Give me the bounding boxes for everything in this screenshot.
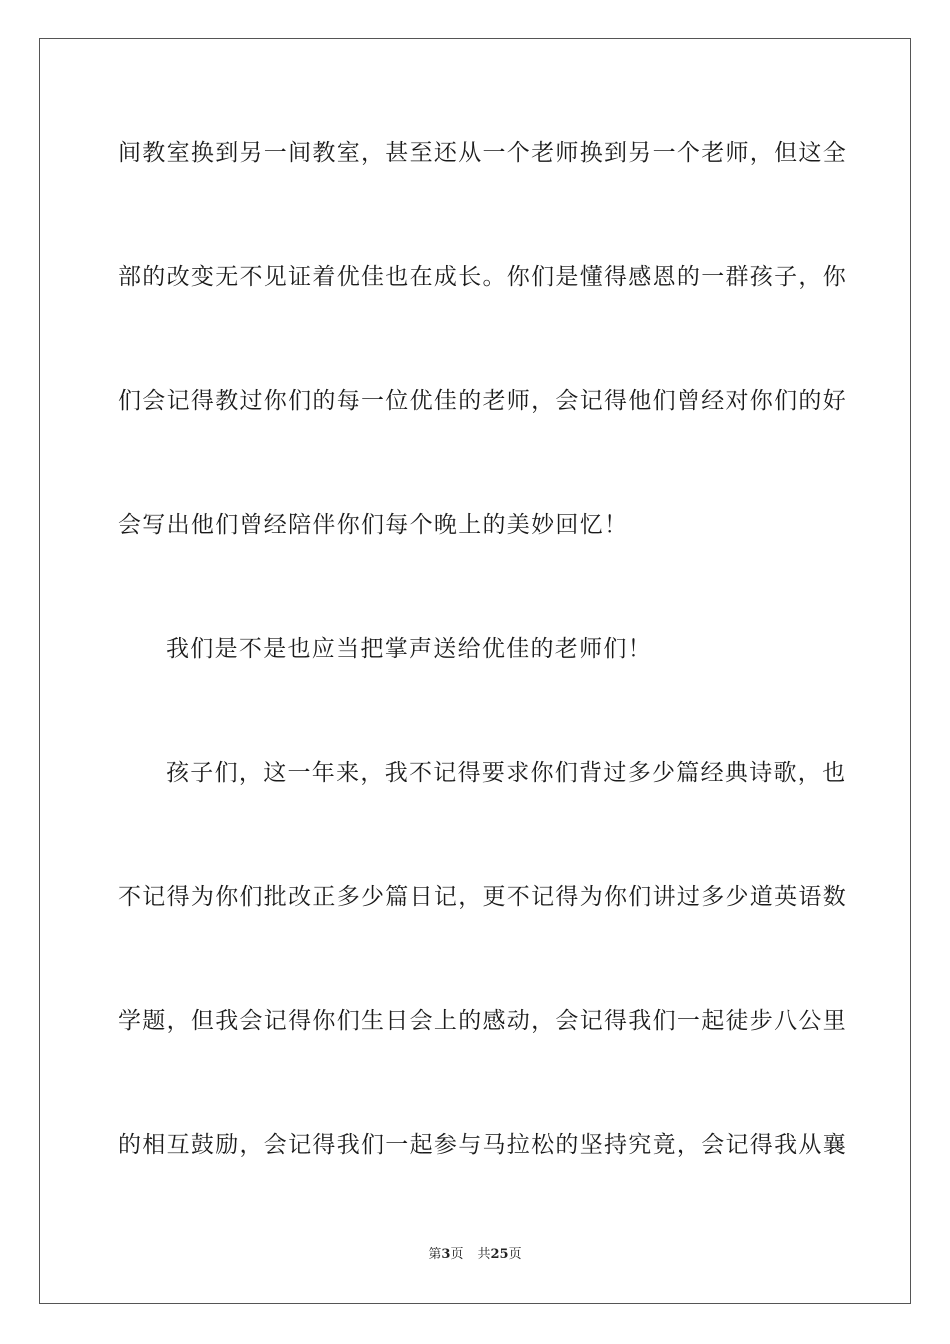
body-line-7: 不记得为你们批改正多少篇日记，更不记得为你们讲过多少道英语数 bbox=[118, 884, 847, 910]
total-pages: 25 bbox=[490, 1247, 509, 1262]
total-suffix: 页 bbox=[508, 1247, 522, 1262]
page-prefix: 第 bbox=[428, 1247, 442, 1262]
body-line-6: 孩子们，这一年来，我不记得要求你们背过多少篇经典诗歌，也 bbox=[166, 760, 847, 786]
page-suffix: 页 bbox=[450, 1247, 464, 1262]
page-border bbox=[39, 38, 911, 1304]
body-line-1: 间教室换到另一间教室，甚至还从一个老师换到另一个老师，但这全 bbox=[118, 140, 847, 166]
body-line-5: 我们是不是也应当把掌声送给优佳的老师们！ bbox=[166, 636, 652, 662]
page-footer bbox=[0, 1246, 950, 1264]
total-prefix: 共 bbox=[477, 1247, 491, 1262]
page-number: 3 bbox=[441, 1247, 451, 1262]
body-line-2: 部的改变无不见证着优佳也在成长。你们是懂得感恩的一群孩子，你 bbox=[118, 264, 847, 290]
body-line-4: 会写出他们曾经陪伴你们每个晚上的美妙回忆！ bbox=[118, 512, 629, 538]
body-line-8: 学题，但我会记得你们生日会上的感动，会记得我们一起徒步八公里 bbox=[118, 1008, 847, 1034]
body-line-3: 们会记得教过你们的每一位优佳的老师，会记得他们曾经对你们的好 bbox=[118, 388, 847, 414]
body-line-9: 的相互鼓励，会记得我们一起参与马拉松的坚持究竟，会记得我从襄 bbox=[118, 1132, 847, 1158]
